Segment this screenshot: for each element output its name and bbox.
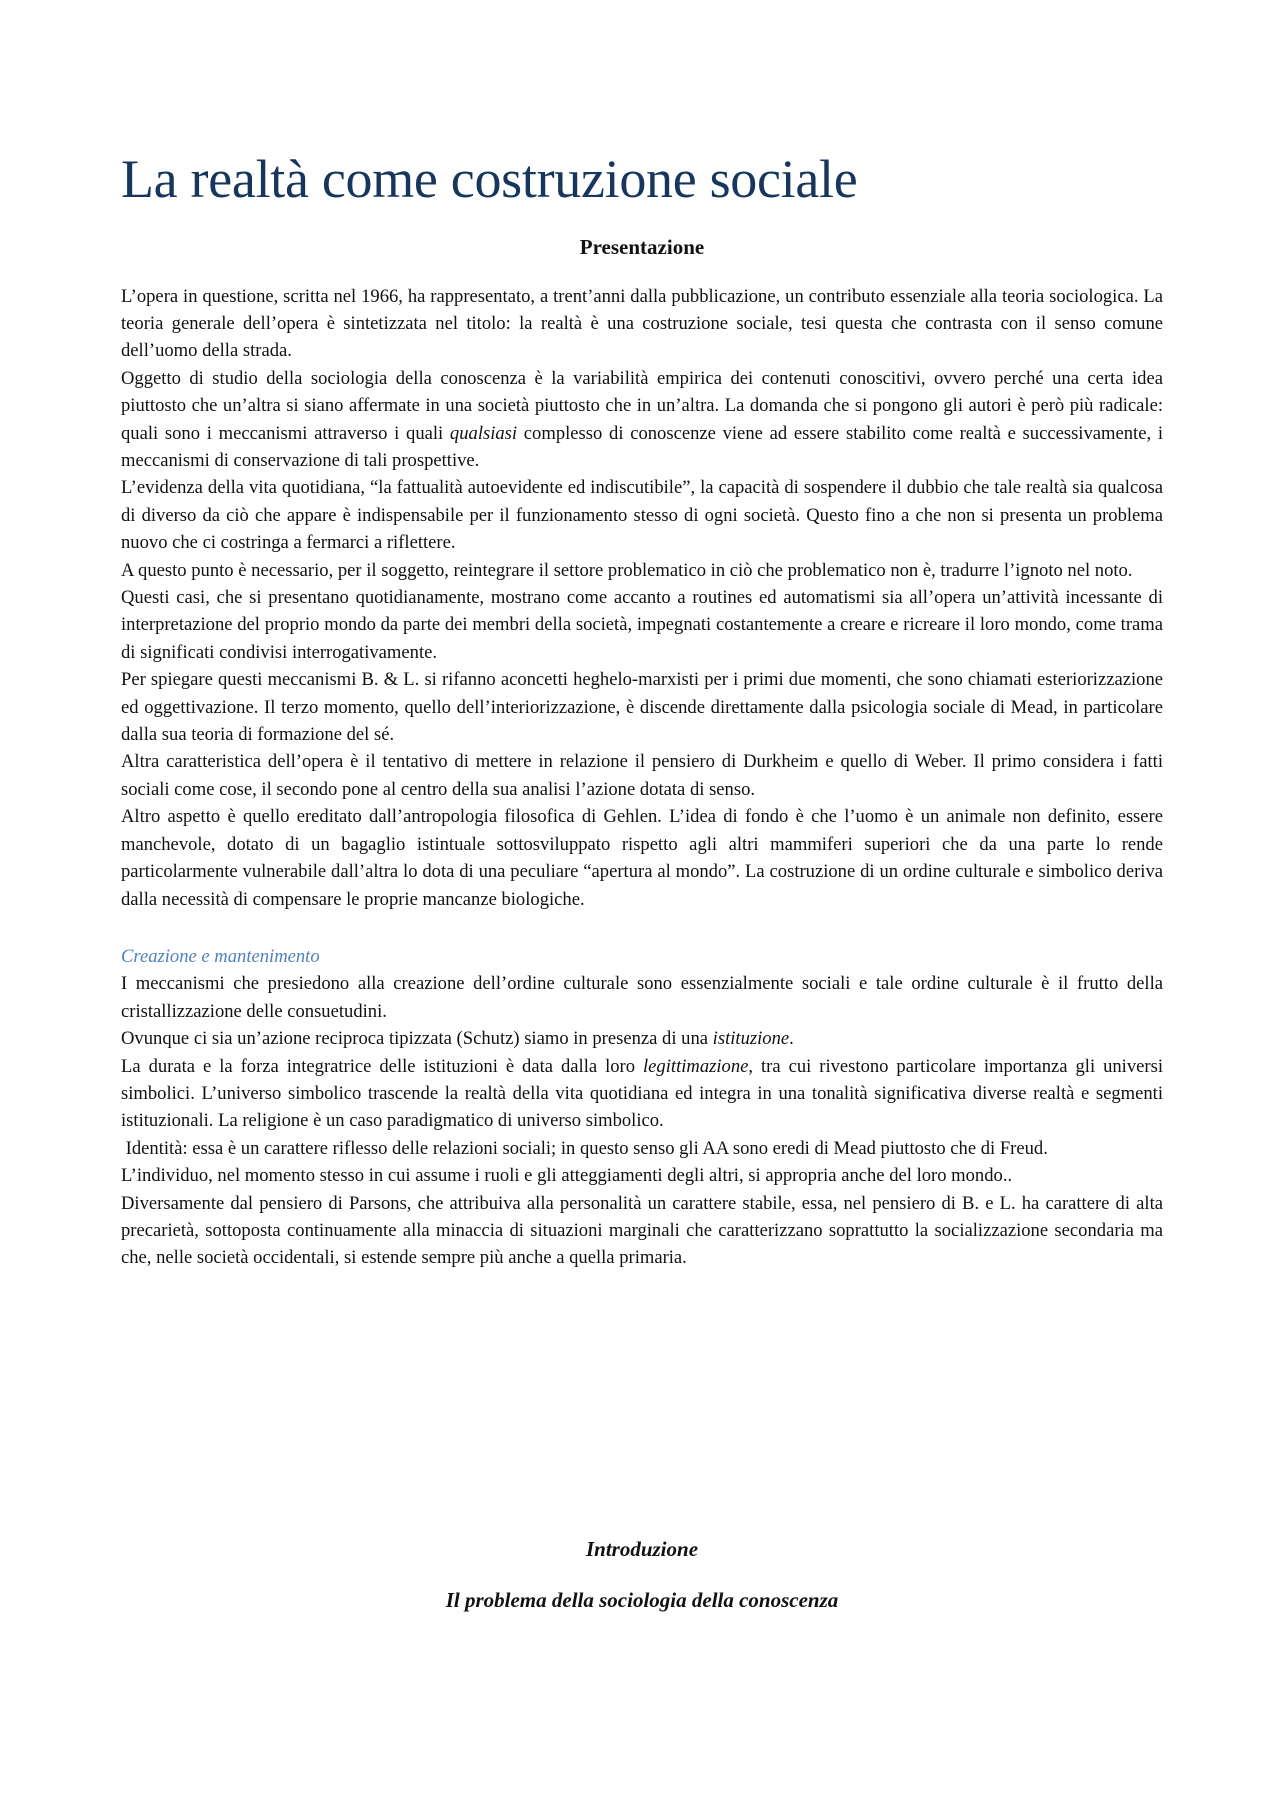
introduction-section [121, 1537, 1163, 1639]
subsection-heading-creazione: Creazione e mantenimento [121, 945, 320, 967]
paragraph: A questo punto è necessario, per il soggetto, reintegrare il settore problematico in ciò che problematico non è, tradurre l’ignoto nel noto. [121, 559, 1133, 581]
emphasis-text: istituzione [712, 1028, 790, 1050]
paragraph: L’evidenza della vita quotidiana, “la fattualità autoevidente ed indiscutibile”, la capacità di sospendere il dubbio che tale realtà sia qualcosa di diverso da ciò che appare è indispensabile per il funzionamento stesso di ogni società. Questo fino a che non si presenta un problema nuovo che ci costringa a fermarci a riflettere. [121, 477, 1163, 554]
paragraph: Altro aspetto è quello ereditato dall’antropologia filosofica di Gehlen. L’idea di fondo è che l’uomo è un animale non definito, essere manchevole, dotato di un bagaglio istintuale sottosviluppato rispetto agli altri mammiferi superiori che da una parte lo rende particolarmente vulnerabile dall’altra lo dota di una peculiare “apertura al mondo”. La costruzione di un ordine culturale e simbolico deriva dalla necessità di compensare le proprie mancanze biologiche. [121, 806, 1163, 910]
paragraph: I meccanismi che presiedono alla creazione dell’ordine culturale sono essenzialmente sociali e tale ordine culturale è il frutto della cristallizzazione delle consuetudini. [121, 973, 1163, 1022]
section-subheading: Il problema della sociologia della conoscenza [445, 1588, 839, 1613]
section-heading-introduzione: Introduzione [585, 1537, 699, 1561]
document-title: La realtà come costruzione sociale [121, 149, 858, 209]
section-heading-presentazione: Presentazione [579, 235, 705, 260]
paragraph: L’individuo, nel momento stesso in cui assume i ruoli e gli atteggiamenti degli altri, si appropria anche del loro mondo.. [121, 1165, 1013, 1187]
paragraph: Oggetto di studio della sociologia della conoscenza è la variabilità empirica dei contenuti conoscitivi, ovvero perché una certa idea piuttosto che un’altra si siano affermate in una società piuttosto che in un’altra. La domanda che si pongono gli autori è però più radicale: quali sono i meccanismi attraverso i quali qualsiasi complesso di conoscenze viene ad essere stabilito come realtà e successivamente, i meccanismi di conservazione di tali prospettive. [121, 367, 1163, 472]
document-body [121, 150, 1163, 1272]
paragraph: Identità: essa è un carattere riflesso delle relazioni sociali; in questo senso gli AA sono eredi di Mead piuttosto che di Freud. [121, 1137, 1048, 1159]
paragraph: Per spiegare questi meccanismi B. & L. si rifanno aconcetti heghelo-marxisti per i primi due momenti, che sono chiamati esteriorizzazione ed oggettivazione. Il terzo momento, quello dell’interiorizzazione, è discende direttamente dalla psicologia sociale di Mead, in particolare dalla sua teoria di formazione del sé. [121, 669, 1163, 746]
paragraph: Ovunque ci sia un’azione reciproca tipizzata (Schutz) siamo in presenza di una istituzione. [121, 1028, 794, 1050]
paragraph: Questi casi, che si presentano quotidianamente, mostrano come accanto a routines ed automatismi sia all’opera un’attività incessante di interpretazione del proprio mondo da parte dei membri della società, impegnati costantemente a creare e ricreare il loro mondo, come trama di significati condivisi interrogativamente. [121, 587, 1163, 663]
emphasis-text: qualsiasi [449, 422, 518, 444]
paragraph: L’opera in questione, scritta nel 1966, ha rappresentato, a trent’anni dalla pubblicazione, un contributo essenziale alla teoria sociologica. La teoria generale dell’opera è sintetizzata nel titolo: la realtà è una costruzione sociale, tesi questa che contrasta con il senso comune dell’uomo della strada. [121, 285, 1163, 362]
paragraph: Diversamente dal pensiero di Parsons, che attribuiva alla personalità un carattere stabile, essa, nel pensiero di B. e L. ha carattere di alta precarietà, sottoposta continuamente alla minaccia di situazioni marginali che caratterizzano soprattutto la socializzazione secondaria ma che, nelle società occidentali, si estende sempre più anche a quella primaria. [121, 1192, 1163, 1269]
paragraph: Altra caratteristica dell’opera è il tentativo di mettere in relazione il pensiero di Durkheim e quello di Weber. Il primo considera i fatti sociali come cose, il secondo pone al centro della sua analisi l’azione dotata di senso. [121, 751, 1163, 800]
paragraph: La durata e la forza integratrice delle istituzioni è data dalla loro legittimazione, tra cui rivestono particolare importanza gli universi simbolici. L’universo simbolico trascende la realtà della vita quotidiana ed integra in una tonalità significativa diverse realtà e segmenti istituzionali. La religione è un caso paradigmatico di universo simbolico. [121, 1055, 1163, 1132]
emphasis-text: legittimazione [643, 1055, 749, 1077]
